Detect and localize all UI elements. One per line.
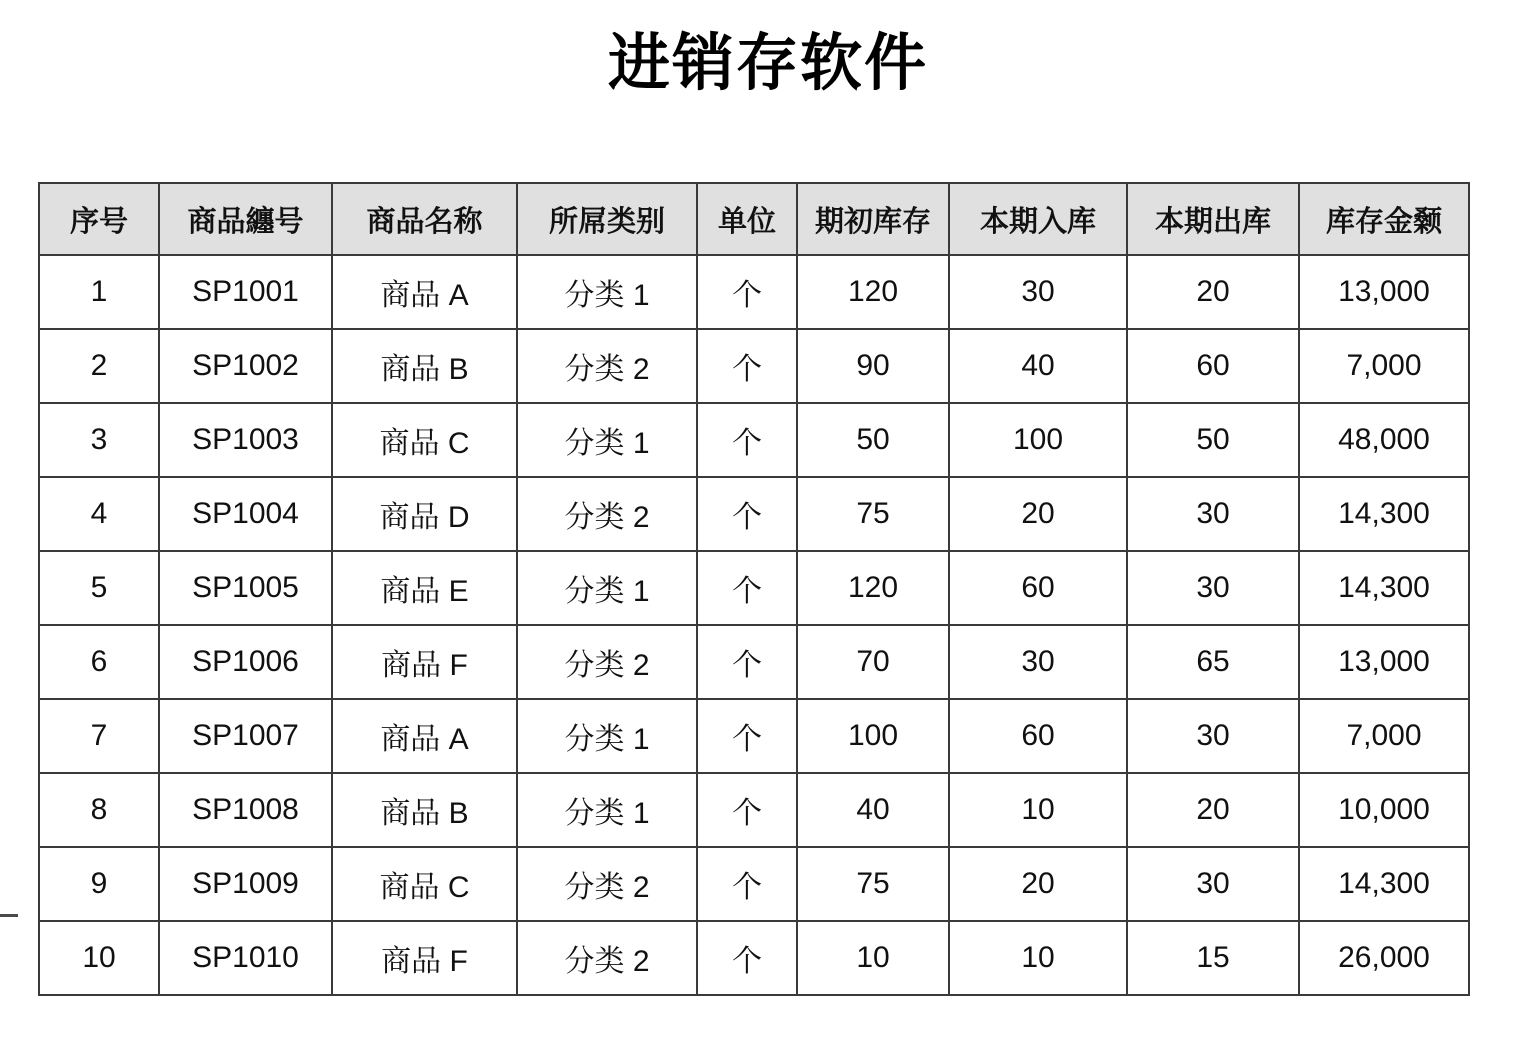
table-cell: SP1005: [159, 551, 332, 625]
table-cell: 100: [949, 403, 1127, 477]
table-cell: 7,000: [1299, 329, 1469, 403]
table-cell: 26,000: [1299, 921, 1469, 995]
table-cell: 50: [797, 403, 949, 477]
table-cell: 个: [697, 699, 797, 773]
table-cell: SP1008: [159, 773, 332, 847]
table-cell: 分类 1: [517, 699, 697, 773]
inventory-table: [38, 182, 1470, 996]
table-cell: 40: [949, 329, 1127, 403]
page-title: 进销存软件: [607, 29, 928, 98]
table-cell: 个: [697, 329, 797, 403]
table-cell: 商品 B: [332, 329, 517, 403]
table-cell: 2: [39, 329, 159, 403]
table-cell: SP1010: [159, 921, 332, 995]
table-cell: 6: [39, 625, 159, 699]
column-header: 本期出库: [1127, 183, 1299, 255]
table-cell: SP1002: [159, 329, 332, 403]
table-cell: 个: [697, 625, 797, 699]
table-cell: 14,300: [1299, 847, 1469, 921]
table-cell: 30: [1127, 551, 1299, 625]
table-cell: 商品 C: [332, 847, 517, 921]
table-cell: 分类 1: [517, 551, 697, 625]
table-cell: 分类 2: [517, 477, 697, 551]
table-row: [39, 551, 1469, 625]
table-cell: SP1007: [159, 699, 332, 773]
table-cell: 商品 F: [332, 921, 517, 995]
table-cell: 3: [39, 403, 159, 477]
table-cell: 10,000: [1299, 773, 1469, 847]
table-cell: 60: [1127, 329, 1299, 403]
table-cell: 30: [949, 255, 1127, 329]
table-cell: 4: [39, 477, 159, 551]
table-cell: 30: [1127, 477, 1299, 551]
table-cell: 个: [697, 847, 797, 921]
table-cell: 商品 D: [332, 477, 517, 551]
table-cell: 90: [797, 329, 949, 403]
table-cell: 10: [949, 773, 1127, 847]
table-cell: 分类 2: [517, 625, 697, 699]
table-row: [39, 699, 1469, 773]
table-cell: 65: [1127, 625, 1299, 699]
table-cell: 50: [1127, 403, 1299, 477]
table-cell: 分类 2: [517, 329, 697, 403]
table-cell: 7: [39, 699, 159, 773]
table-row: [39, 847, 1469, 921]
table-cell: 60: [949, 699, 1127, 773]
column-header: 库存金颡: [1299, 183, 1469, 255]
table-cell: 10: [949, 921, 1127, 995]
column-header: 本期入库: [949, 183, 1127, 255]
table-cell: 70: [797, 625, 949, 699]
table-header: [39, 183, 1469, 255]
table-cell: 30: [1127, 847, 1299, 921]
column-header: 商品纏号: [159, 183, 332, 255]
table-cell: 个: [697, 921, 797, 995]
inventory-table-container: [38, 182, 1498, 996]
table-row: [39, 329, 1469, 403]
table-row: [39, 477, 1469, 551]
table-cell: 30: [949, 625, 1127, 699]
table-cell: 120: [797, 551, 949, 625]
table-cell: 20: [949, 847, 1127, 921]
table-cell: 10: [39, 921, 159, 995]
table-cell: 7,000: [1299, 699, 1469, 773]
column-header: 商品名称: [332, 183, 517, 255]
table-cell: 100: [797, 699, 949, 773]
table-cell: 分类 1: [517, 255, 697, 329]
table-cell: 13,000: [1299, 255, 1469, 329]
table-cell: 商品 C: [332, 403, 517, 477]
table-cell: 个: [697, 403, 797, 477]
table-cell: 120: [797, 255, 949, 329]
table-cell: 75: [797, 847, 949, 921]
table-cell: 分类 2: [517, 847, 697, 921]
table-cell: SP1003: [159, 403, 332, 477]
table-cell: SP1009: [159, 847, 332, 921]
table-cell: SP1001: [159, 255, 332, 329]
table-cell: 13,000: [1299, 625, 1469, 699]
table-cell: 60: [949, 551, 1127, 625]
table-cell: 14,300: [1299, 477, 1469, 551]
table-row: [39, 625, 1469, 699]
table-cell: 30: [1127, 699, 1299, 773]
table-cell: 商品 F: [332, 625, 517, 699]
column-header: 所屌类别: [517, 183, 697, 255]
table-cell: 个: [697, 255, 797, 329]
table-cell: 分类 1: [517, 773, 697, 847]
table-cell: 商品 A: [332, 255, 517, 329]
column-header: 期初库存: [797, 183, 949, 255]
table-cell: 10: [797, 921, 949, 995]
table-cell: 个: [697, 551, 797, 625]
table-row: [39, 403, 1469, 477]
table-row: [39, 773, 1469, 847]
column-header: 单位: [697, 183, 797, 255]
table-cell: 9: [39, 847, 159, 921]
table-cell: 商品 A: [332, 699, 517, 773]
table-cell: 14,300: [1299, 551, 1469, 625]
column-header: 序号: [39, 183, 159, 255]
table-header-row: [39, 183, 1469, 255]
table-body: [39, 255, 1469, 995]
table-cell: 15: [1127, 921, 1299, 995]
table-cell: 20: [949, 477, 1127, 551]
table-cell: 48,000: [1299, 403, 1469, 477]
document-page: [0, 30, 1536, 1054]
page-edge-mark: [0, 914, 18, 917]
table-cell: 8: [39, 773, 159, 847]
table-cell: 分类 2: [517, 921, 697, 995]
table-cell: 商品 E: [332, 551, 517, 625]
table-cell: SP1004: [159, 477, 332, 551]
table-cell: SP1006: [159, 625, 332, 699]
table-cell: 5: [39, 551, 159, 625]
table-cell: 商品 B: [332, 773, 517, 847]
table-cell: 40: [797, 773, 949, 847]
table-cell: 个: [697, 773, 797, 847]
table-cell: 75: [797, 477, 949, 551]
table-cell: 分类 1: [517, 403, 697, 477]
table-cell: 个: [697, 477, 797, 551]
table-cell: 20: [1127, 773, 1299, 847]
table-row: [39, 921, 1469, 995]
table-row: [39, 255, 1469, 329]
table-cell: 1: [39, 255, 159, 329]
table-cell: 20: [1127, 255, 1299, 329]
